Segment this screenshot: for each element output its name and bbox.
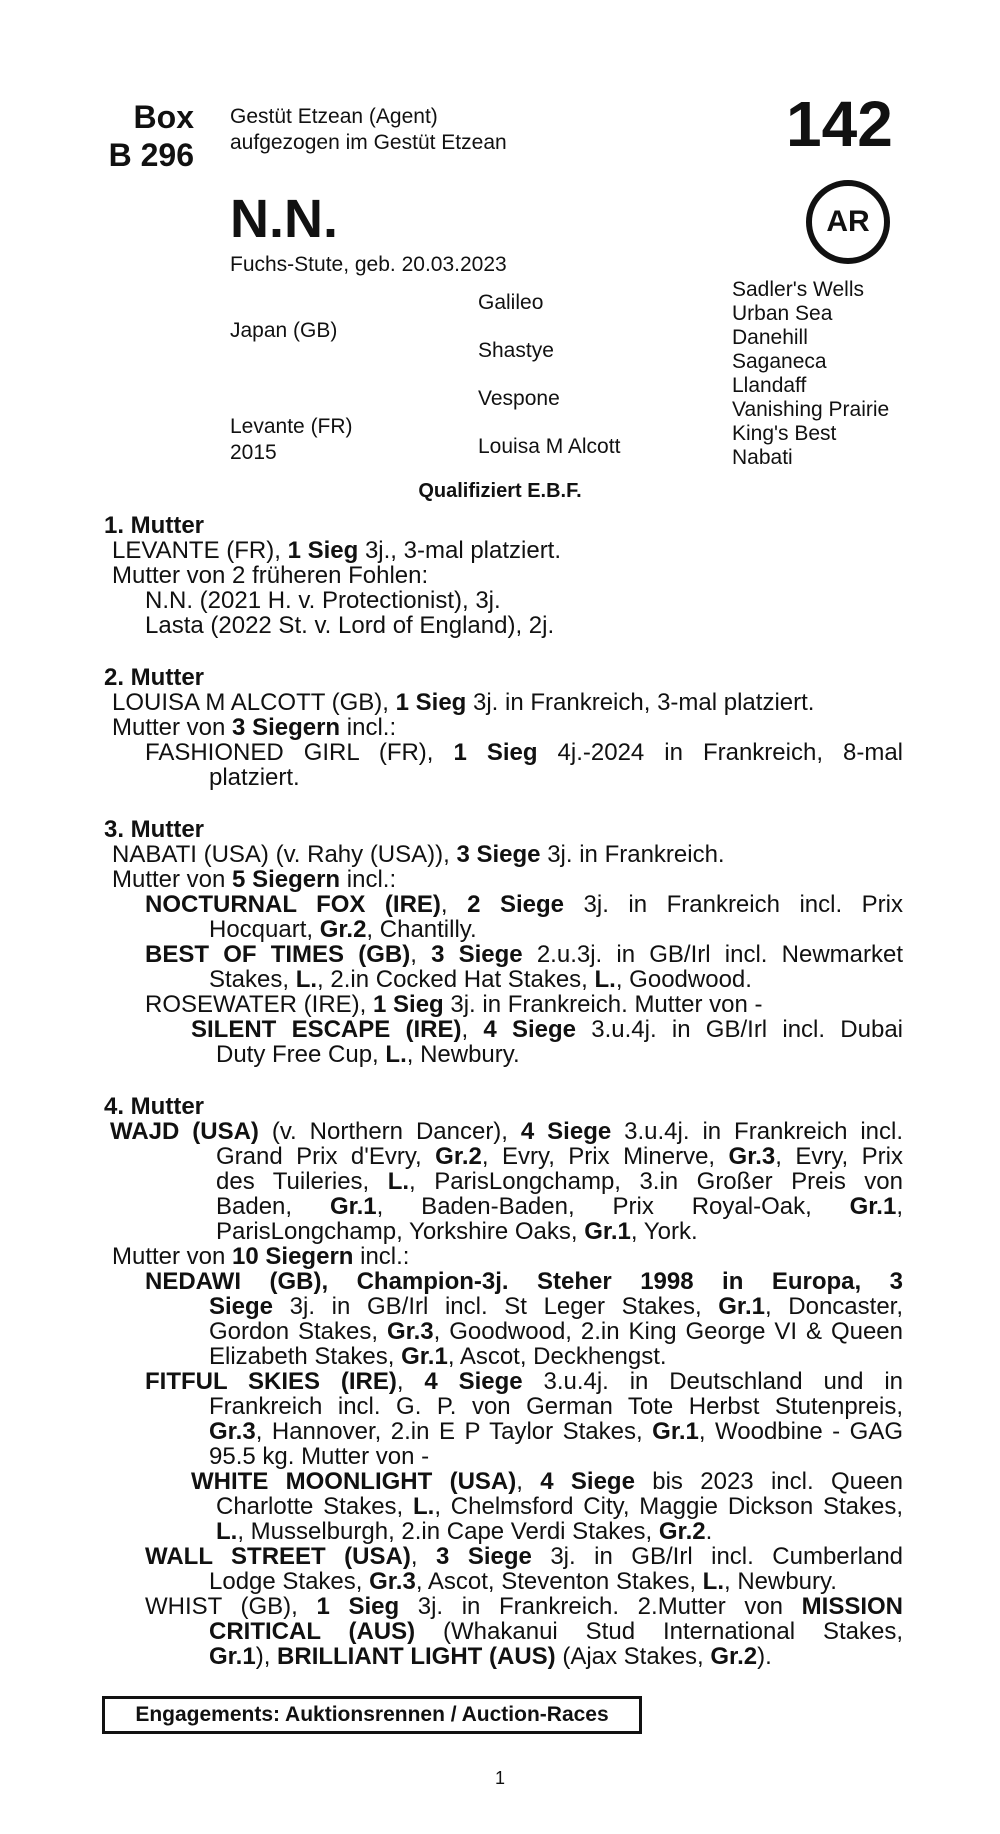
box-line-1: Box <box>133 99 194 135</box>
ancestor: Urban Sea <box>732 302 833 325</box>
section-heading-mutter-1: 1. Mutter <box>104 512 205 539</box>
lot-number: 142 <box>786 88 893 160</box>
m3-line: ROSEWATER (IRE), 1 Sieg 3j. in Frankreich. Mutter von - <box>145 991 763 1018</box>
m3-line: SILENT ESCAPE (IRE), 4 Siege 3.u.4j. in GB/Irl incl. Dubai <box>191 1016 903 1043</box>
m4-line: 95.5 kg. Mutter von - <box>209 1443 430 1470</box>
pedigree-sire: Japan (GB) <box>230 319 338 342</box>
m1-line: Lasta (2022 St. v. Lord of England), 2j. <box>145 612 555 639</box>
ancestor: King's Best <box>732 422 837 445</box>
m4-line: FITFUL SKIES (IRE), 4 Siege 3.u.4j. in Deutschland und in <box>145 1368 904 1395</box>
m3-line: Hocquart, Gr.2, Chantilly. <box>209 916 477 943</box>
pedigree-dam-year: 2015 <box>230 441 277 464</box>
consignor: Gestüt Etzean (Agent) <box>230 105 438 128</box>
m1-line: LEVANTE (FR), 1 Sieg 3j., 3-mal platziert. <box>112 537 562 564</box>
section-heading-mutter-2: 2. Mutter <box>104 664 205 691</box>
m4-line: WAJD (USA) (v. Northern Dancer), 4 Siege 3.u.4j. in Frankreich incl. <box>110 1118 904 1145</box>
ancestor: Sadler's Wells <box>732 278 864 301</box>
ar-badge: AR <box>806 180 890 264</box>
m3-line: NOCTURNAL FOX (IRE), 2 Siege 3j. in Frankreich incl. Prix <box>145 891 904 918</box>
m3-line: NABATI (USA) (v. Rahy (USA)), 3 Siege 3j. in Frankreich. <box>112 841 725 868</box>
m3-line: Stakes, L., 2.in Cocked Hat Stakes, L., Goodwood. <box>209 966 752 993</box>
m1-line: N.N. (2021 H. v. Protectionist), 3j. <box>145 587 501 614</box>
raised-at: aufgezogen im Gestüt Etzean <box>230 131 507 154</box>
m4-line: Mutter von 10 Siegern incl.: <box>112 1243 410 1270</box>
box-line-2: B 296 <box>108 137 194 173</box>
box-label <box>104 98 194 174</box>
m4-line: CRITICAL (AUS) (Whakanui Stud International Stakes, <box>209 1618 904 1645</box>
m2-line: FASHIONED GIRL (FR), 1 Sieg 4j.-2024 in Frankreich, 8-mal <box>145 739 904 766</box>
m4-line: Lodge Stakes, Gr.3, Ascot, Steventon Stakes, L., Newbury. <box>209 1568 837 1595</box>
m2-line: LOUISA M ALCOTT (GB), 1 Sieg 3j. in Frankreich, 3-mal platziert. <box>112 689 815 716</box>
m4-line: des Tuileries, L., ParisLongchamp, 3.in Großer Preis von <box>216 1168 904 1195</box>
m4-line: Charlotte Stakes, L., Chelmsford City, Maggie Dickson Stakes, <box>216 1493 904 1520</box>
engagements-box: Engagements: Auktionsrennen / Auction-Races <box>102 1696 642 1734</box>
m3-line: Mutter von 5 Siegern incl.: <box>112 866 397 893</box>
m4-line: WHIST (GB), 1 Sieg 3j. in Frankreich. 2.Mutter von MISSION <box>145 1593 903 1620</box>
m4-line: ParisLongchamp, Yorkshire Oaks, Gr.1, York. <box>216 1218 698 1245</box>
ancestor: Danehill <box>732 326 808 349</box>
m4-line: Grand Prix d'Evry, Gr.2, Evry, Prix Minerve, Gr.3, Evry, Prix <box>216 1143 903 1170</box>
m4-line: Gordon Stakes, Gr.3, Goodwood, 2.in King George VI & Queen <box>209 1318 903 1345</box>
m4-line: NEDAWI (GB), Champion-3j. Steher 1998 in Europa, 3 <box>145 1268 903 1295</box>
ancestor: Llandaff <box>732 374 807 397</box>
m4-line: Elizabeth Stakes, Gr.1, Ascot, Deckhengst. <box>209 1343 667 1370</box>
m4-line: WALL STREET (USA), 3 Siege 3j. in GB/Irl incl. Cumberland <box>145 1543 904 1570</box>
m4-line: Siege 3j. in GB/Irl incl. St Leger Stakes, Gr.1, Doncaster, <box>209 1293 903 1320</box>
pedigree-dam: Levante (FR) <box>230 415 353 438</box>
m2-line: platziert. <box>209 764 300 791</box>
m4-line: Frankreich incl. G. P. von German Tote Herbst Stutenpreis, <box>209 1393 903 1420</box>
page-number: 1 <box>494 1768 505 1788</box>
ancestor: Nabati <box>732 446 793 469</box>
pedigree-dam-dam: Louisa M Alcott <box>478 435 621 458</box>
ancestor: Vanishing Prairie <box>732 398 890 421</box>
ancestor: Saganeca <box>732 350 827 373</box>
m1-line: Mutter von 2 früheren Fohlen: <box>112 562 429 589</box>
section-heading-mutter-3: 3. Mutter <box>104 816 205 843</box>
m4-line: Gr.1), BRILLIANT LIGHT (AUS) (Ajax Stakes, Gr.2). <box>209 1643 772 1670</box>
horse-description: Fuchs-Stute, geb. 20.03.2023 <box>230 253 507 276</box>
pedigree-dam-sire: Vespone <box>478 387 560 410</box>
qualified-ebf: Qualifiziert E.B.F. <box>418 480 582 502</box>
horse-name: N.N. <box>230 189 338 249</box>
m4-line: L., Musselburgh, 2.in Cape Verdi Stakes, Gr.2. <box>216 1518 713 1545</box>
m3-line: Duty Free Cup, L., Newbury. <box>216 1041 520 1068</box>
section-heading-mutter-4: 4. Mutter <box>104 1093 205 1120</box>
pedigree-third-generation <box>732 278 889 470</box>
m4-line: Gr.3, Hannover, 2.in E P Taylor Stakes, Gr.1, Woodbine - GAG <box>209 1418 903 1445</box>
pedigree-sire-sire: Galileo <box>478 291 544 314</box>
m2-line: Mutter von 3 Siegern incl.: <box>112 714 397 741</box>
m4-line: Baden, Gr.1, Baden-Baden, Prix Royal-Oak, Gr.1, <box>216 1193 903 1220</box>
m3-line: BEST OF TIMES (GB), 3 Siege 2.u.3j. in GB/Irl incl. Newmarket <box>145 941 903 968</box>
pedigree-sire-dam: Shastye <box>478 339 554 362</box>
m4-line: WHITE MOONLIGHT (USA), 4 Siege bis 2023 incl. Queen <box>191 1468 903 1495</box>
